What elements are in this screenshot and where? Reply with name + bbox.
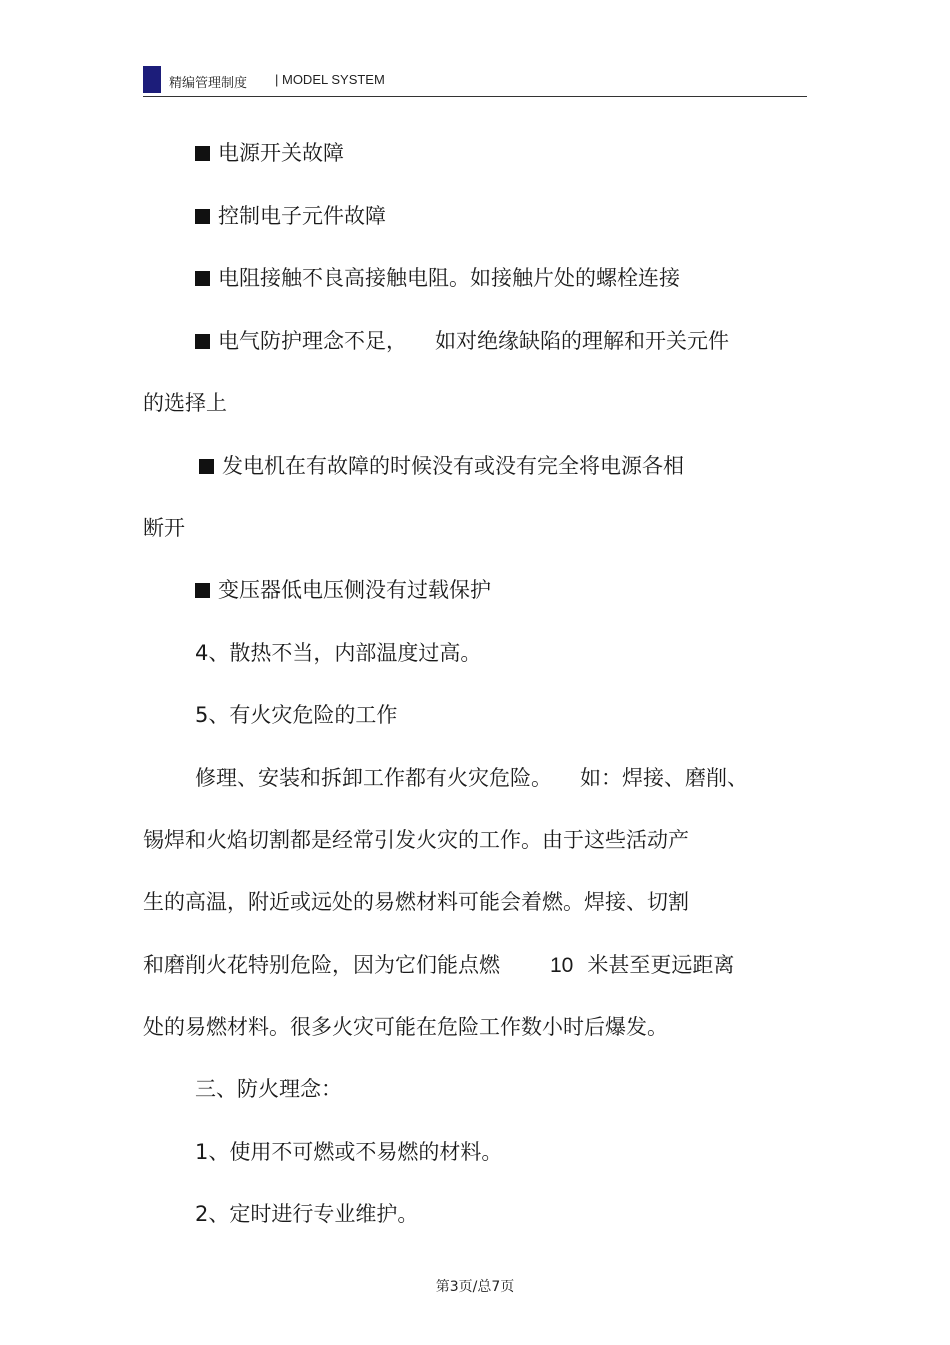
- paragraph-line: [195, 765, 748, 791]
- square-bullet-icon: [195, 209, 210, 224]
- paragraph-continuation: 断开: [143, 516, 185, 540]
- bullet-text: 电阻接触不良高接触电阻。如接触片处的螺栓连接: [218, 266, 680, 290]
- bullet-text-cont: 如对绝缘缺陷的理解和开关元件: [435, 329, 729, 353]
- header-subtitle: | MODEL SYSTEM: [275, 72, 385, 87]
- paragraph-text: 修理、安装和拆卸工作都有火灾危险。: [195, 766, 552, 790]
- paragraph-text: 米甚至更远距离: [587, 953, 735, 977]
- bullet-item: [195, 203, 386, 229]
- paragraph-text: 和磨削火花特别危险，因为它们能点燃: [143, 953, 500, 977]
- square-bullet-icon: [195, 146, 210, 161]
- numbered-item: 2、定时进行专业维护。: [195, 1202, 419, 1226]
- bullet-text: 变压器低电压侧没有过载保护: [218, 578, 491, 602]
- paragraph-text: 如：焊接、磨削、: [580, 766, 748, 790]
- bullet-text: 发电机在有故障的时候没有或没有完全将电源各相: [222, 454, 684, 478]
- numbered-item: 4、散热不当，内部温度过高。: [195, 641, 482, 665]
- section-heading: 三、防火理念：: [195, 1077, 342, 1101]
- paragraph-number: 10: [550, 954, 574, 977]
- logo: [143, 66, 161, 93]
- bullet-item: [195, 265, 680, 291]
- bullet-item: [195, 577, 491, 603]
- bullet-item: [195, 328, 729, 354]
- square-bullet-icon: [195, 583, 210, 598]
- paragraph-line: 生的高温，附近或远处的易燃材料可能会着燃。焊接、切割: [143, 890, 689, 914]
- page-number: 第3页/总7页: [435, 1279, 515, 1295]
- header-title: 精编管理制度: [169, 76, 248, 91]
- paragraph-line: 锡焊和火焰切割都是经常引发火灾的工作。由于这些活动产: [143, 828, 689, 852]
- bullet-item: [199, 453, 684, 479]
- paragraph-line: 处的易燃材料。很多火灾可能在危险工作数小时后爆发。: [143, 1015, 668, 1039]
- page-header: [143, 66, 807, 97]
- square-bullet-icon: [195, 271, 210, 286]
- numbered-item: 1、使用不可燃或不易燃的材料。: [195, 1140, 503, 1164]
- bullet-text: 电源开关故障: [218, 141, 344, 165]
- paragraph-line: [143, 952, 734, 979]
- bullet-text: 控制电子元件故障: [218, 204, 386, 228]
- paragraph-continuation: 的选择上: [143, 391, 227, 415]
- numbered-item: 5、有火灾危险的工作: [195, 703, 398, 727]
- square-bullet-icon: [195, 334, 210, 349]
- bullet-text: 电气防护理念不足，: [218, 329, 407, 353]
- bullet-item: [195, 140, 344, 166]
- square-bullet-icon: [199, 459, 214, 474]
